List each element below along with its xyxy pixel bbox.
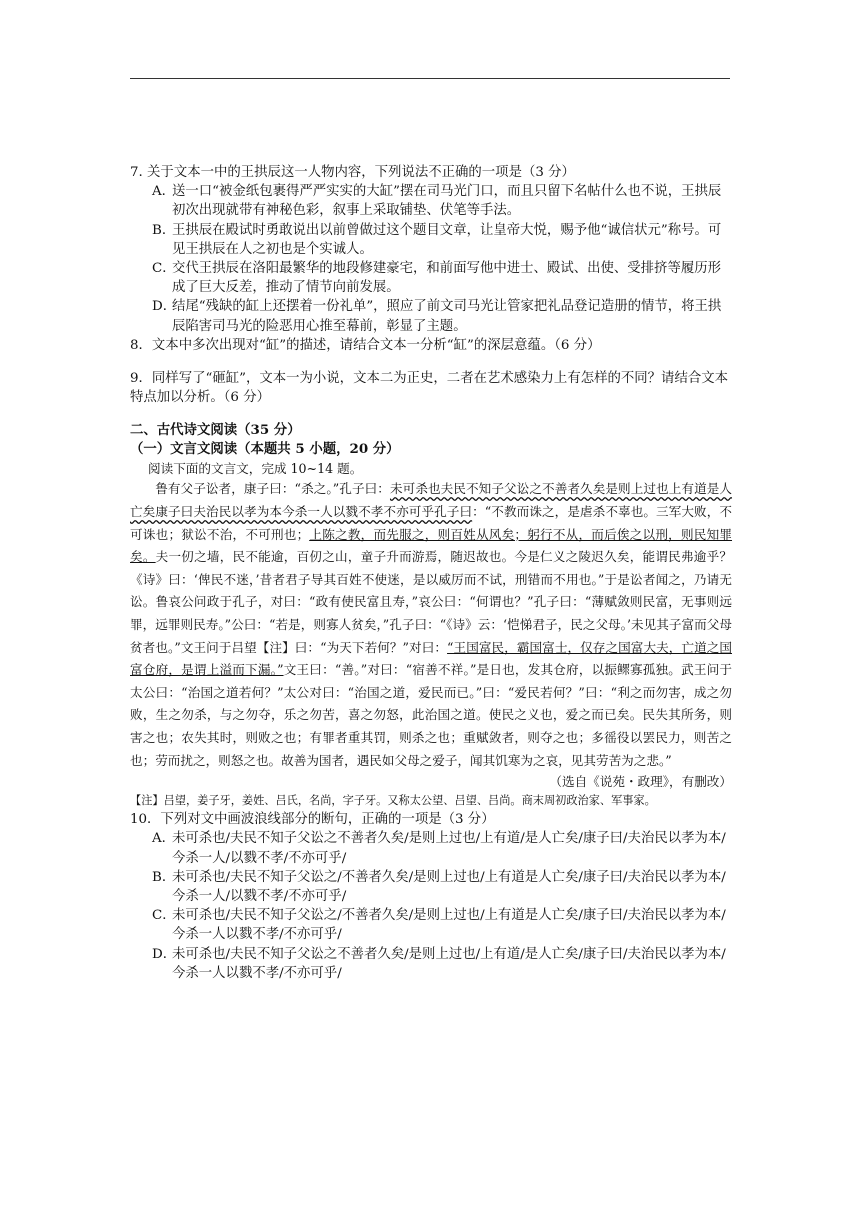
question-9: 9．同样写了“砸缸”，文本一为小说，文本二为正史，二者在艺术感染力上有怎样的不同？请结合文本特点加以分析。（6 分） [130, 371, 729, 406]
option-letter: D． [152, 946, 177, 962]
exam-page [130, 163, 732, 983]
passage-text: 夫一仞之墙，民不能逾，百仞之山，童子升而游焉，随迟故也。今是仁义之陵迟久矣，能谓民弗逾乎？《诗》曰：‘俾民不迷，’昔者君子导其百姓不使迷，是以威厉而不试，刑错而不用也。”于是讼者闻之，乃请无讼。鲁哀公问政于孔子，对曰：“政有使民富且寿，”哀公曰：“何谓也？”孔子曰：“薄赋敛则民富，无事则远罪，远罪则民寿。”公曰：“若是，则寡人贫矣，”孔子曰：“《诗》云：‘恺悌君子，民之父母。’未见其子富而父母贫者也。”文王问于吕望【注】曰：“为天下若何？”对曰： [130, 549, 733, 655]
question-10-option-c[interactable] [130, 906, 732, 944]
reading-instruction: 阅读下面的文言文，完成 10~14 题。 [148, 461, 363, 477]
option-text: 交代王拱辰在洛阳最繁华的地段修建豪宅，和前面写他中进士、殿试、出使、受排挤等履历形成了巨大反差，推动了情节向前发展。 [172, 261, 722, 296]
underlined-sentence: 上陈之教，而先服之，则百姓从风矣；躬行不从，而后俟之以刑，则民知罪矣。 [130, 526, 733, 565]
option-letter: B． [152, 222, 176, 238]
option-text: 王拱辰在殿试时勇敢说出以前曾做过这个题目文章，让皇帝大悦，赐予他“诚信状元”称号。可见王拱辰在人之初也是个实诚人。 [172, 222, 722, 257]
passage-text: 文王曰：“善。”对曰：“宿善不祥。”是日也，发其仓府，以振鳏寡孤独。武王问于太公曰：“治国之道若何？”太公对曰：“治国之道，爱民而已。”曰：“爱民若何？”曰：“利之而勿害，成之勿败，生之勿杀，与之勿夺，乐之勿苦，喜之勿怒，此治国之道。使民之义也，爱之而已矣。民失其所务，则害之也；农失其时，则败之也；有罪者重其罚，则杀之也；重赋敛者，则夺之也；多徭役以罢民力，则苦之也；劳而扰之，则怒之也。故善为国者，遇民如父母之爱子，闻其饥寒为之哀，见其劳苦为之悲。” [130, 662, 733, 768]
question-10-option-d[interactable] [130, 945, 732, 983]
question-10-option-a[interactable] [130, 829, 732, 867]
section-heading: 二、古代诗文阅读（35 分） [130, 422, 301, 439]
passage-text: 鲁有父子讼者，康子曰：“杀之。”孔子曰： [155, 481, 390, 497]
wavy-underlined-text: 未可杀也夫民不知子父讼之不善者久矣是则上过也上有道是人亡矣康子曰夫治民以孝为本今杀一人以戮不孝不亦可乎孔子曰 [130, 481, 733, 520]
question-7-option-a[interactable] [130, 182, 732, 220]
question-7-stem: 7. 关于文本一中的王拱辰这一人物内容，下列说法不正确的一项是（3 分） [130, 165, 575, 180]
question-7-option-b[interactable] [130, 221, 732, 259]
header-rule [130, 78, 730, 79]
classical-passage [130, 478, 732, 772]
passage-text: ：“不教而诛之，是虐杀不辜也。三军大败，不可诛也；狱讼不治，不可刑也； [130, 504, 732, 542]
question-8: 8．文本中多次出现对“缸”的描述，请结合文本一分析“缸”的深层意蕴。（6 分） [130, 337, 601, 353]
option-text: 未可杀也/夫民不知子父讼之不善者久矣/是则上过也/上有道/是人亡矣/康子曰/夫治民以孝为本/今杀一人/以戮不孝/不亦可乎/ [172, 831, 726, 866]
option-letter: C． [152, 908, 176, 924]
answer-space [130, 355, 732, 369]
question-10-option-b[interactable] [130, 868, 732, 906]
underlined-sentence: “王国富民，霸国富士，仅存之国富大夫，亡道之国富仓府，是谓上溢而下漏。” [130, 639, 732, 678]
option-letter: A． [152, 184, 176, 200]
question-7-option-d[interactable] [130, 297, 732, 335]
option-text: 结尾“残缺的缸上还摆着一份礼单”，照应了前文司马光让管家把礼品登记造册的情节，将王拱辰陷害司马光的险恶用心推至幕前，彰显了主题。 [172, 299, 722, 334]
question-10-stem: 10．下列对文中画波浪线部分的断句，正确的一项是（3 分） [130, 812, 495, 828]
option-text: 未可杀也/夫民不知子父讼之不善者久矣/是则上过也/上有道/是人亡矣/康子曰/夫治民以孝为本/今杀一人以戮不孝/不亦可乎/ [172, 946, 726, 981]
option-letter: D． [152, 299, 177, 315]
question-7-option-c[interactable] [130, 259, 732, 297]
option-text: 未可杀也/夫民不知子父讼之/不善者久矣/是则上过也/上有道是人亡矣/康子曰/夫治民以孝为本/今杀一人以戮不孝/不亦可乎/ [172, 908, 726, 943]
option-letter: A． [152, 831, 176, 847]
option-letter: C． [152, 261, 176, 277]
answer-space [130, 407, 732, 421]
passage-source: （选自《说苑・政理》，有删改） [549, 774, 732, 790]
option-letter: B． [152, 869, 176, 885]
passage-footnote: 【注】吕望，姜子牙，姜姓、吕氏，名尚，字子牙。又称太公望、吕望、吕尚。商末周初政治家、军事家。 [130, 794, 656, 808]
subsection-heading: （一）文言文阅读（本题共 5 小题，20 分） [130, 441, 400, 458]
option-text: 未可杀也/夫民不知子父讼之/不善者久矣/是则上过也/上有道是人亡矣/康子曰/夫治民以孝为本/今杀一人/以戮不孝/不亦可乎/ [172, 869, 726, 904]
option-text: 送一口“被金纸包裹得严严实实的大缸”摆在司马光门口，而且只留下名帖什么也不说，王拱辰初次出现就带有神秘色彩，叙事上采取铺垫、伏笔等手法。 [172, 184, 722, 219]
